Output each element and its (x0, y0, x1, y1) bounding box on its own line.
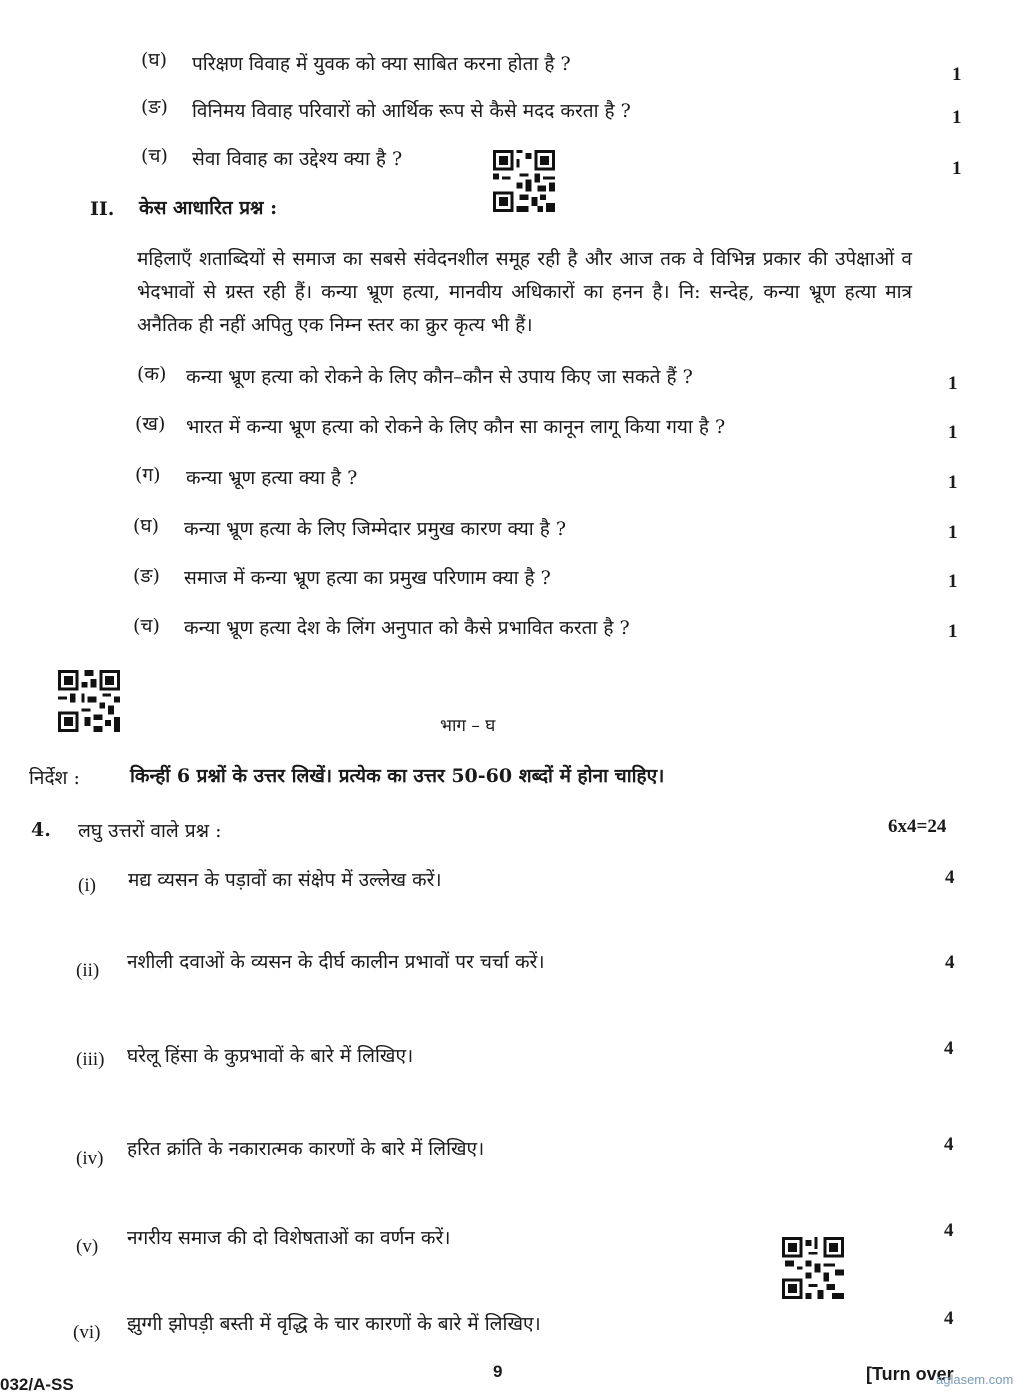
question-text: मद्य व्यसन के पड़ावों का संक्षेप में उल्लेख करें। (128, 869, 442, 891)
question-marks: 4 (944, 1308, 954, 1329)
question-marks: 4 (944, 1134, 954, 1155)
question-number: 4. (31, 819, 51, 841)
question-label: (i) (78, 875, 96, 896)
question-marks: 1 (948, 621, 958, 642)
question-text: कन्या भ्रूण हत्या को रोकने के लिए कौन–कौन से उपाय किए जा सकते हैं ? (186, 366, 693, 388)
question-text: कन्या भ्रूण हत्या देश के लिंग अनुपात को कैसे प्रभावित करता है ? (184, 617, 630, 639)
question-label: (vi) (73, 1322, 101, 1343)
case-passage: महिलाएँ शताब्दियों से समाज का सबसे संवेदनशील समूह रही है और आज तक वे विभिन्न प्रकार की उपेक्षाओं व भेदभावों से ग्रस्त रही हैं। कन्या भ्रूण हत्या, मानवीय अधिकारों का हनन है। नि: सन्देह, कन्या भ्रूण हत्या मात्र अनैतिक ही नहीं अपितु एक निम्न स्तर का क्रुर कृत्य भी हैं। (137, 248, 912, 336)
question-label: (ङ) (141, 96, 168, 118)
question-title: लघु उत्तरों वाले प्रश्न : (78, 820, 222, 842)
question-label: (घ) (141, 49, 168, 71)
question-marks: 4 (944, 1220, 954, 1241)
question-label: (क) (137, 363, 167, 385)
question-label: (iv) (76, 1148, 104, 1169)
instruction-text: किन्हीं 6 प्रश्नों के उत्तर लिखें। प्रत्येक का उत्तर 50-60 शब्दों में होना चाहिए। (130, 765, 665, 787)
question-text: घरेलू हिंसा के कुप्रभावों के बारे में लिखिए। (127, 1045, 414, 1067)
instruction-label: निर्देश : (29, 767, 80, 789)
question-marks: 4 (945, 952, 955, 973)
qr-code-icon (58, 670, 120, 732)
turn-over-note: [Turn over (866, 1364, 954, 1384)
question-marks: 1 (948, 373, 958, 394)
question-text: झुग्गी झोपड़ी बस्ती में वृद्धि के चार कारणों के बारे में लिखिए। (127, 1313, 541, 1335)
question-label: (ख) (135, 413, 166, 435)
question-marks: 1 (948, 571, 958, 592)
question-total-marks: 6x4=24 (888, 816, 947, 837)
question-marks: 4 (944, 1038, 954, 1059)
question-text: कन्या भ्रूण हत्या के लिए जिम्मेदार प्रमुख कारण क्या है ? (184, 518, 567, 540)
question-label: (ii) (76, 960, 100, 981)
question-marks: 1 (952, 158, 962, 179)
question-text: परिक्षण विवाह में युवक को क्या साबित करना होता है ? (192, 53, 571, 75)
question-text: समाज में कन्या भ्रूण हत्या का प्रमुख परिणाम क्या है ? (184, 567, 551, 589)
paper-code: 032/A-SS (0, 1375, 74, 1394)
watermark: aglasem.com (936, 1372, 1014, 1387)
question-text: हरित क्रांति के नकारात्मक कारणों के बारे में लिखिए। (127, 1138, 485, 1160)
question-text: सेवा विवाह का उद्देश्य क्या है ? (192, 148, 403, 170)
question-label: (v) (76, 1236, 99, 1257)
section-number: II. (90, 198, 115, 220)
question-text: नशीली दवाओं के व्यसन के दीर्घ कालीन प्रभावों पर चर्चा करें। (127, 951, 545, 973)
question-marks: 1 (952, 64, 962, 85)
question-marks: 1 (948, 472, 958, 493)
part-title: भाग – घ (440, 716, 496, 736)
question-marks: 1 (948, 422, 958, 443)
page-number: 9 (493, 1362, 503, 1381)
question-marks: 4 (945, 867, 955, 888)
question-marks: 1 (952, 107, 962, 128)
qr-code-icon (782, 1237, 844, 1299)
question-marks: 1 (948, 522, 958, 543)
question-label: (ग) (135, 464, 161, 486)
question-label: (च) (141, 145, 168, 167)
question-text: कन्या भ्रूण हत्या क्या है ? (186, 467, 358, 489)
question-label: (च) (133, 615, 160, 637)
question-label: (ङ) (133, 565, 160, 587)
question-label: (iii) (76, 1049, 105, 1070)
question-text: नगरीय समाज की दो विशेषताओं का वर्णन करें। (127, 1227, 451, 1249)
question-text: विनिमय विवाह परिवारों को आर्थिक रूप से कैसे मदद करता है ? (192, 100, 631, 122)
section-title: केस आधारित प्रश्न : (139, 197, 278, 219)
question-text: भारत में कन्या भ्रूण हत्या को रोकने के लिए कौन सा कानून लागू किया गया है ? (186, 416, 726, 438)
question-label: (घ) (133, 515, 160, 537)
qr-code-icon (493, 150, 555, 212)
